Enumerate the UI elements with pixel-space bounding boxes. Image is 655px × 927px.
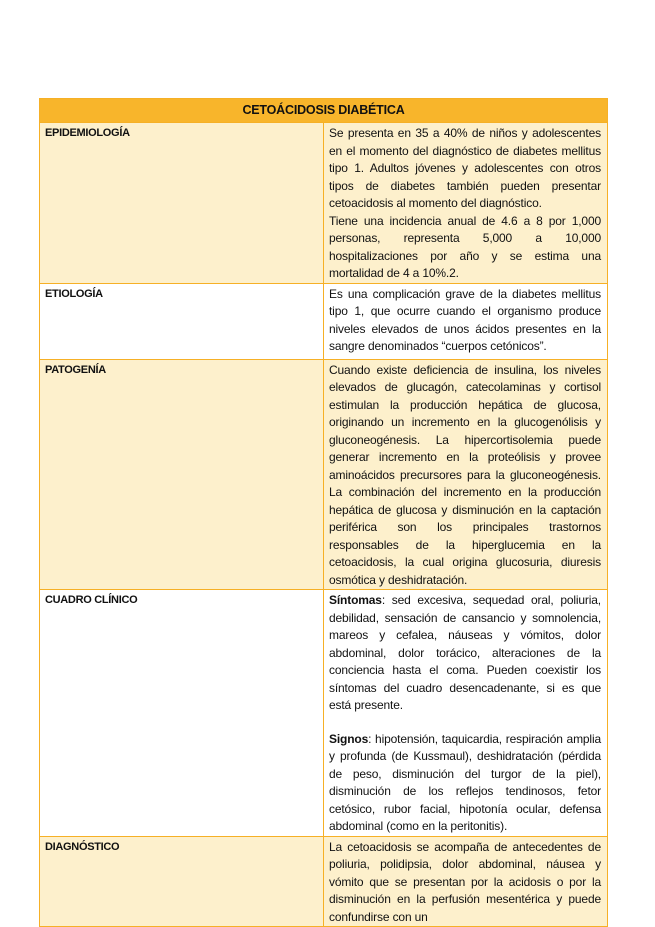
signos-paragraph (329, 731, 601, 836)
patogenia-paragraph-1: Cuando existe deficiencia de insulina, los niveles elevados de glucagón, catecolaminas y cortisol estimulan la producción hepática de glucosa, originando un incremento en la glucogenólisis y gluconeogénesis. La hipercortisolemia puede generar incremento en la proteólisis y provee aminoácidos precursores para la gluconeogénesis. La combinación del incremento en la producción hepática de glucosa y disminución en la captación periférica son los principales trastornos responsables de la hiperglucemia en la cetoacidosis, la cual origina glucosuria, diuresis osmótica y deshidratación. (329, 362, 601, 587)
table-row-patogenia (40, 359, 608, 590)
cetoacidosis-table (39, 98, 608, 927)
content-diagnostico (324, 836, 608, 927)
label-epidemiologia: EPIDEMIOLOGÍA (40, 123, 324, 284)
label-patogenia: PATOGENÍA (40, 359, 324, 590)
table-title: CETOÁCIDOSIS DIABÉTICA (40, 99, 608, 123)
sintomas-paragraph (329, 592, 601, 715)
paragraph-gap (329, 715, 601, 731)
table-row-etiologia (40, 283, 608, 359)
content-etiologia (324, 283, 608, 359)
diagnostico-paragraph-1: La cetoacidosis se acompaña de antecedentes de poliuria, polidipsia, dolor abdominal, náusea y vómito que se presentan por la acidosis o por la disminución en la perfusión mesentérica y puede confundirse con un (329, 839, 601, 924)
sintomas-lead: Síntomas (329, 593, 382, 607)
label-etiologia: ETIOLOGÍA (40, 283, 324, 359)
content-patogenia (324, 359, 608, 590)
content-cuadro-clinico (324, 590, 608, 837)
table-row-diagnostico (40, 836, 608, 927)
table-row-cuadro-clinico (40, 590, 608, 837)
label-cuadro-clinico: CUADRO CLÍNICO (40, 590, 324, 837)
label-diagnostico: DIAGNÓSTICO (40, 836, 324, 927)
signos-text: : hipotensión, taquicardia, respiración amplia y profunda (de Kussmaul), deshidratación (pérdida de peso, disminución del turgor de la piel), disminución de los reflejos tendinosos, fetor cetósico, rubor facial, hipotonía ocular, defensa abdominal (como en la peritonitis). (329, 731, 601, 833)
epidemiologia-paragraph-1: Se presenta en 35 a 40% de niños y adolescentes en el momento del diagnóstico de diabetes mellitus tipo 1. Adultos jóvenes y adolescentes con otros tipos de diabetes también pueden presentar cetoacidosis al momento del diagnóstico. (329, 126, 601, 210)
epidemiologia-paragraph-2: Tiene una incidencia anual de 4.6 a 8 por 1,000 personas, representa 5,000 a 10,000 hospitalizaciones por año y se estima una mortalidad de 4 a 10%.2. (329, 213, 601, 280)
sintomas-text: : sed excesiva, sequedad oral, poliuria, debilidad, sensación de cansancio y somnolencia, mareos y cefalea, náuseas y vómitos, dolor abdominal, dolor torácico, alteraciones de la conciencia hasta el coma. Pueden coexistir los síntomas del cuadro desencadenante, si es que está presente. (329, 593, 601, 712)
content-epidemiologia (324, 123, 608, 284)
table-row-epidemiologia (40, 123, 608, 284)
signos-lead: Signos (329, 731, 369, 746)
etiologia-paragraph-1: Es una complicación grave de la diabetes mellitus tipo 1, que ocurre cuando el organismo produce niveles elevados de unos ácidos presentes en la sangre denominados “cuerpos cetónicos”. (329, 286, 601, 353)
table-header-row (40, 99, 608, 123)
